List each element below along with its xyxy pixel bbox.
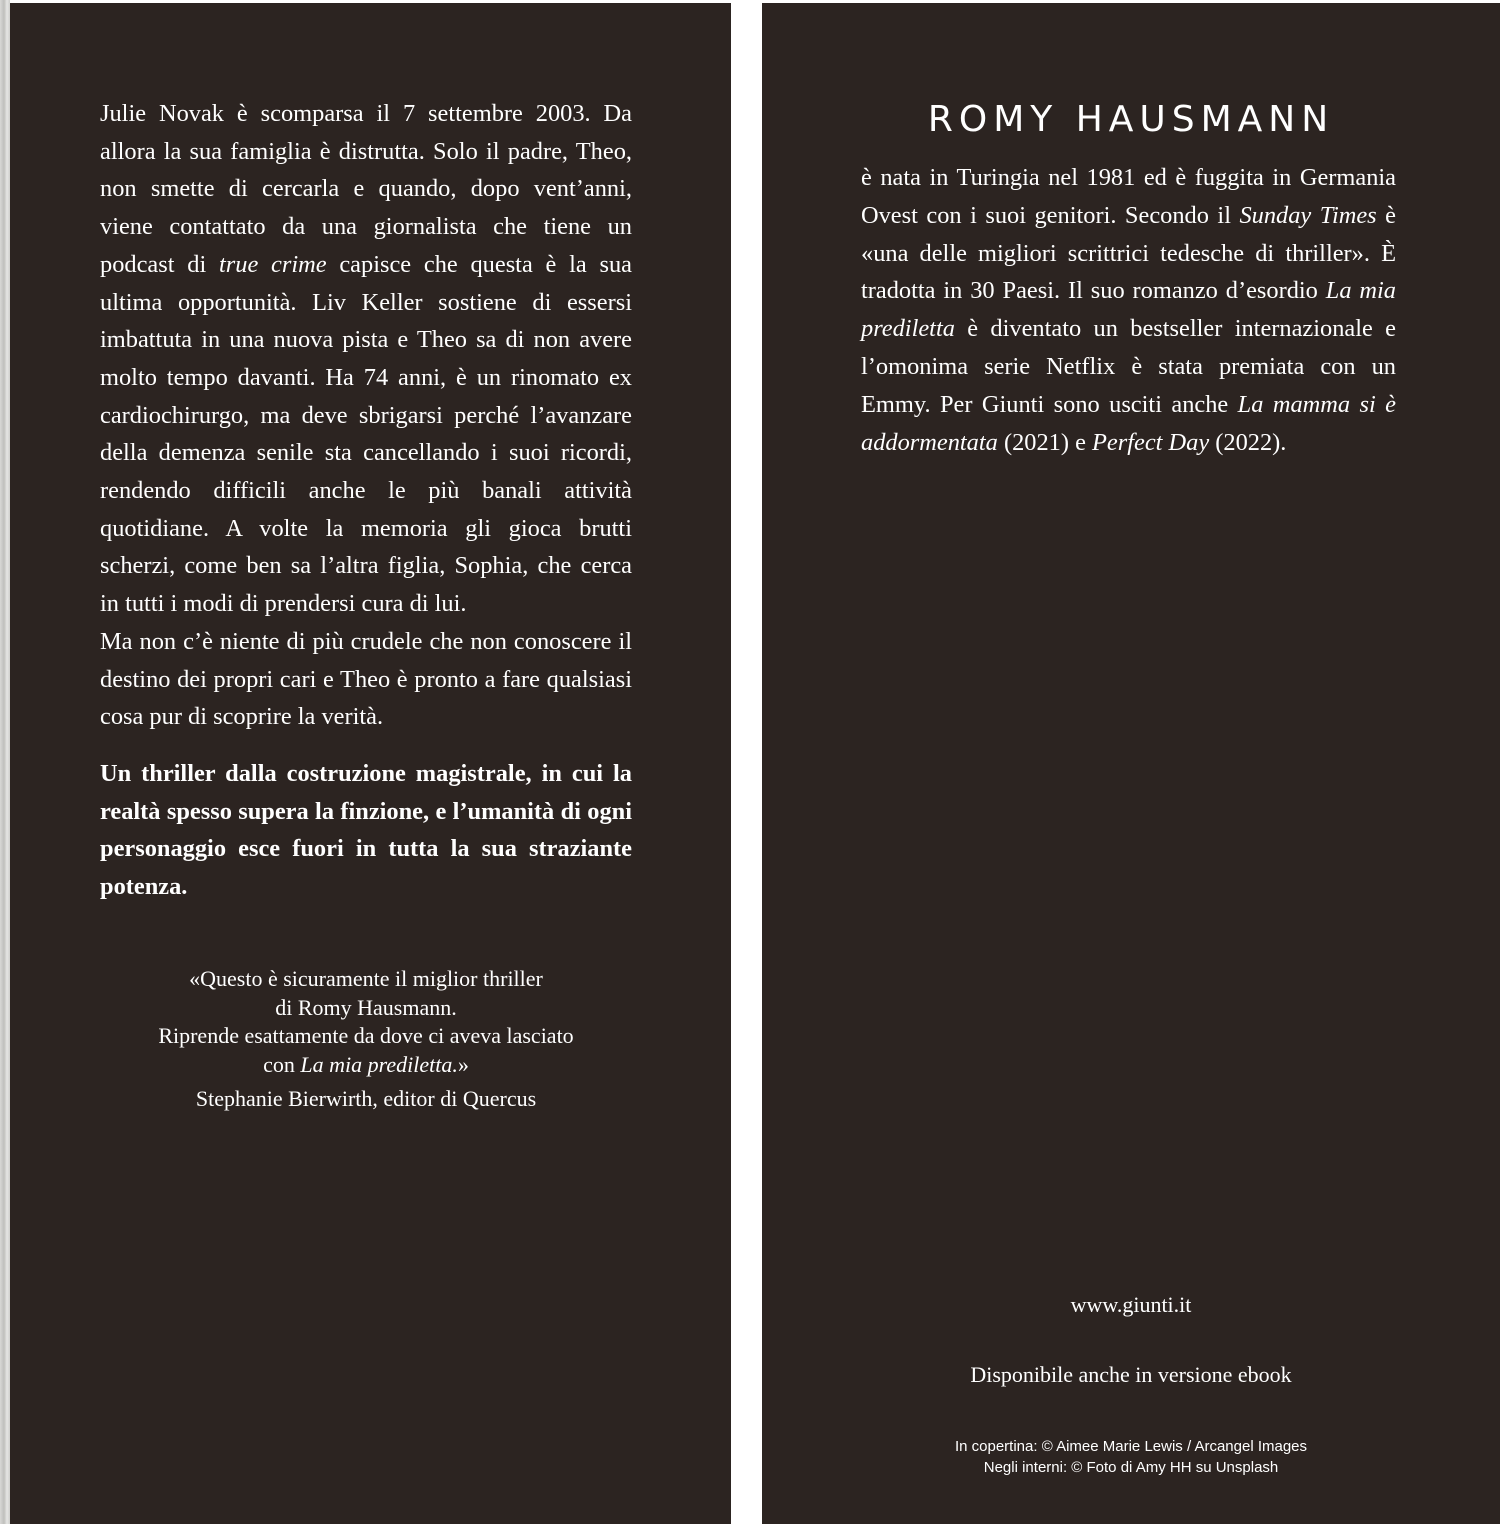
quote-line: Riprende esattamente da dove ci aveva lasciato xyxy=(158,1023,574,1048)
synopsis-text: capisce che questa è la sua ultima opportunità. Liv Keller sostiene di essersi imbattuta in una nuova pista e Theo sa di non avere molto tempo davanti. Ha 74 anni, è un rinomato ex cardiochirurgo, ma deve sbrigarsi perché l’avanzare della demenza senile sta cancellando i suoi ricordi, rendendo difficili anche le più banali attività quotidiane. A volte la memoria gli gioca brutti scherzi, come ben sa l’altra figlia, Sophia, che cerca in tutti i modi di prendersi cura di lui. xyxy=(100,250,633,618)
quote-text: con xyxy=(263,1051,301,1077)
synopsis-tagline: Un thriller dalla costruzione magistrale, in cui la realtà spesso supera la finzione, e l’umanità di ogni personaggio esce fuori in tutta la sua straziante potenza. xyxy=(100,759,632,901)
quote-line: di Romy Hausmann. xyxy=(275,994,457,1020)
bio-text: è nata in Turingia nel 1981 ed è fuggita in Germania Ovest con i suoi genitori. Secondo il xyxy=(861,164,1396,229)
publisher-website: www.giunti.it xyxy=(1070,1292,1192,1317)
cover-edge-texture xyxy=(0,0,10,1524)
interior-credit: Negli interni: © Foto di Amy HH su Unsplash xyxy=(983,1459,1279,1476)
quote-line xyxy=(100,1051,632,1080)
quote-italic: La mia prediletta. xyxy=(300,1051,458,1077)
blurb-quote xyxy=(100,965,632,1114)
bio-text: (2022). xyxy=(1209,428,1287,456)
flap-panel xyxy=(762,3,1500,1524)
author-bio xyxy=(861,159,1396,461)
bio-text: è diventato un bestseller internazionale e l’omonima serie Netflix è stata premiata con un Emmy. Per Giunti sono usciti anche xyxy=(861,315,1396,418)
synopsis-italic: true crime xyxy=(219,250,327,278)
author-name: ROMY HAUSMANN xyxy=(927,99,1335,140)
cover-credit: In copertina: © Aimee Marie Lewis / Arcangel Images xyxy=(954,1438,1308,1455)
synopsis xyxy=(100,95,632,906)
quote-text: » xyxy=(457,1051,469,1077)
synopsis-paragraph-2: Ma non c’è niente di più crudele che non conoscere il destino dei propri cari e Theo è pronto a fare qualsiasi cosa pur di scoprire la verità. xyxy=(100,627,632,731)
synopsis-paragraph-1 xyxy=(100,95,632,623)
bio-italic: Sunday Times xyxy=(1239,201,1377,229)
quote-attribution: Stephanie Bierwirth, editor di Quercus xyxy=(195,1086,537,1111)
image-credits xyxy=(762,1436,1500,1478)
author-bio-text xyxy=(861,159,1396,461)
bio-text: è «una delle migliori scrittrici tedesche di thriller». È tradotta in 30 Paesi. Il suo romanzo d’esordio xyxy=(861,201,1396,305)
quote-line: «Questo è sicuramente il miglior thriller xyxy=(189,966,543,991)
ebook-availability-note: Disponibile anche in versione ebook xyxy=(970,1362,1292,1387)
bio-italic: La mia prediletta xyxy=(861,277,1396,343)
bio-italic: La mamma si è addormentata xyxy=(861,390,1396,456)
back-cover-panel xyxy=(10,3,731,1524)
bio-text: (2021) e xyxy=(997,428,1093,456)
synopsis-text: Julie Novak è scomparsa il 7 settembre 2003. Da allora la sua famiglia è distrutta. Solo il padre, Theo, non smette di cercarla e quando, dopo vent’anni, viene contattato da una giornalista che tiene un podcast di xyxy=(100,100,632,278)
bio-italic: Perfect Day xyxy=(1092,428,1210,456)
